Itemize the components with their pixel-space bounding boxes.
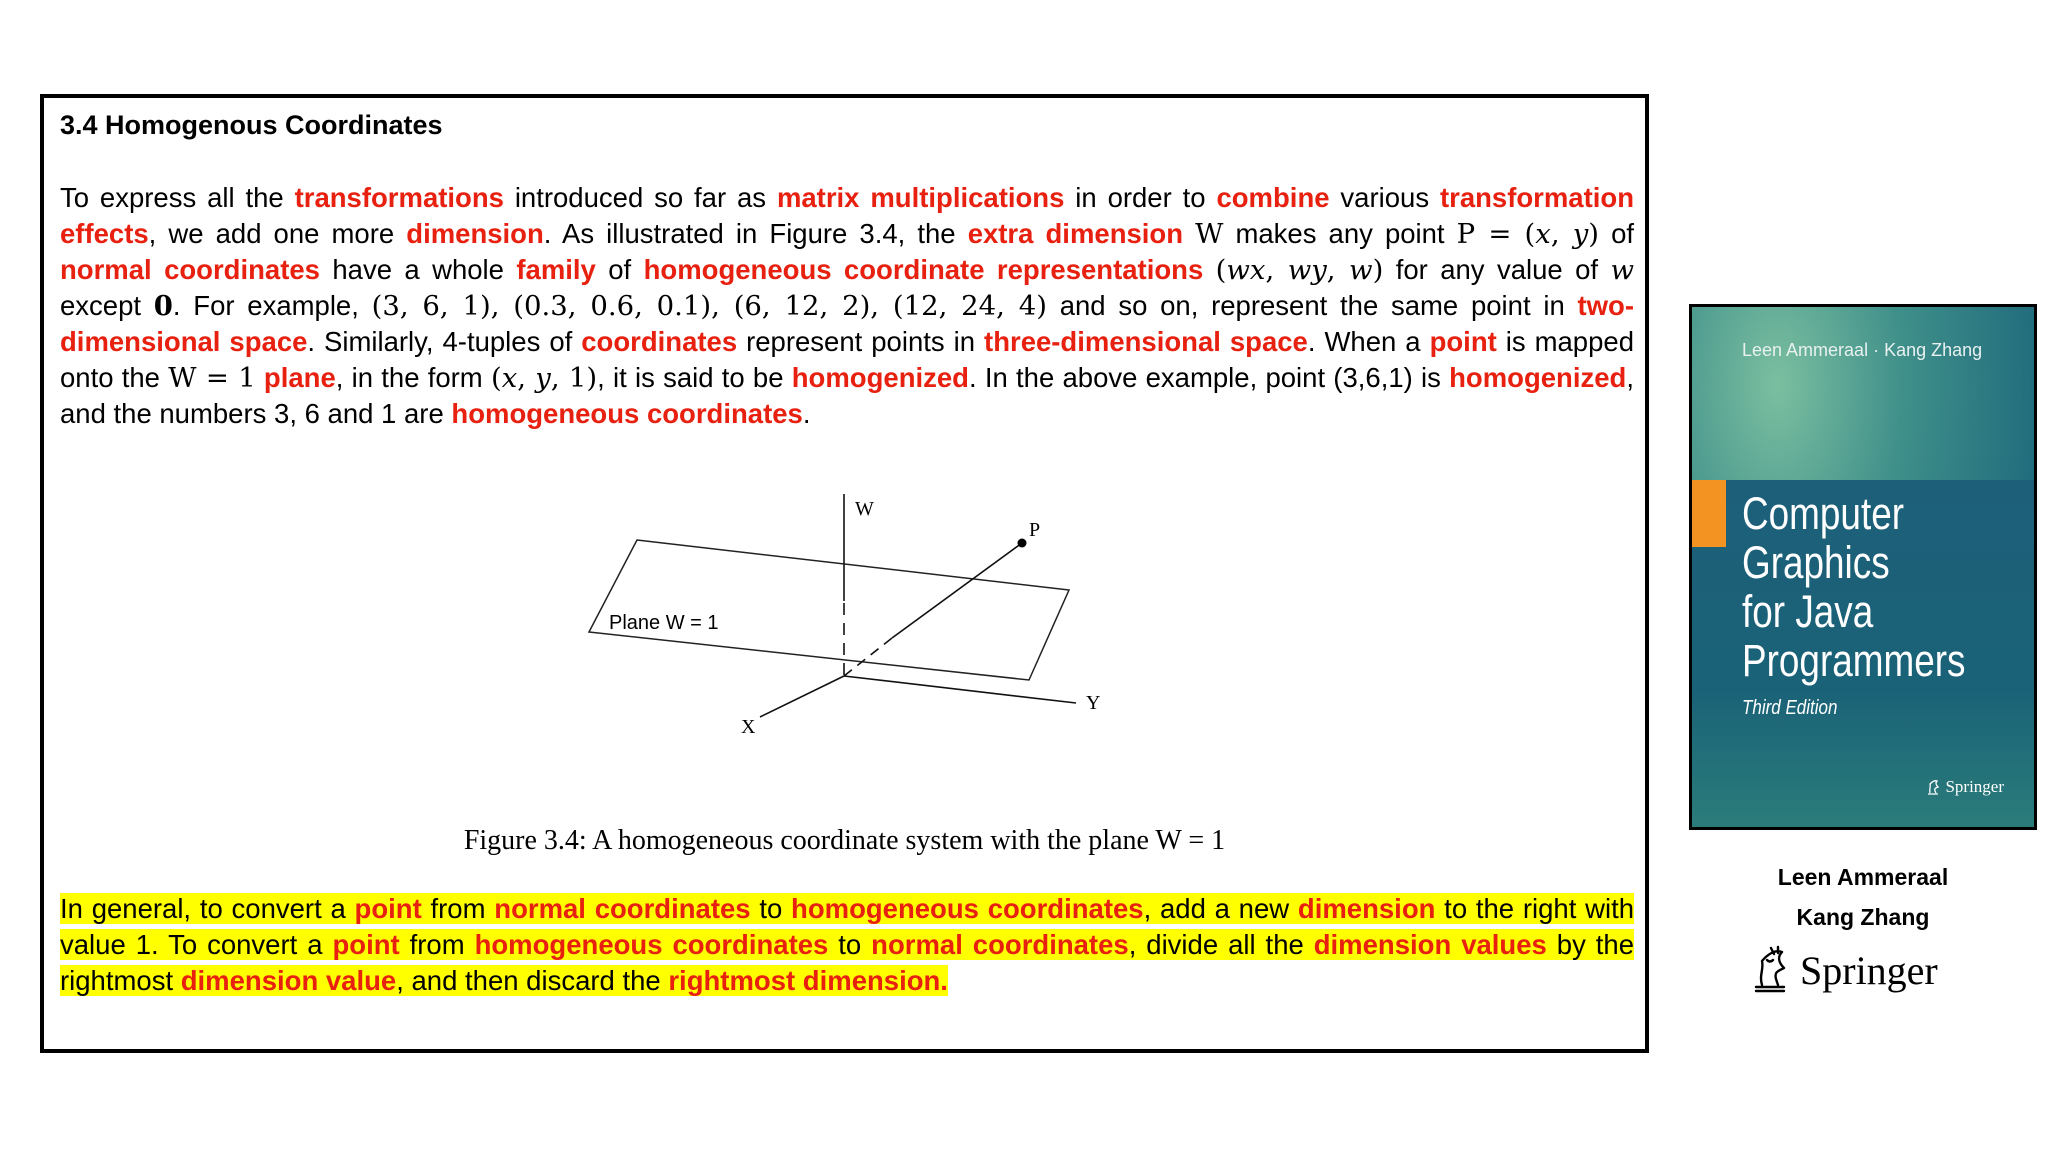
- text-run: various: [1329, 182, 1440, 213]
- text-run: , and then discard the: [396, 965, 669, 996]
- keyword-term: transformation effects: [60, 182, 1634, 249]
- keyword-term: normal coordinates: [494, 893, 751, 924]
- cover-publisher: [1925, 777, 2004, 797]
- author-name-1: Leen Ammeraal: [1777, 864, 1949, 890]
- cover-title-line: Graphics: [1742, 537, 1890, 588]
- label-plane: Plane W = 1: [609, 612, 719, 634]
- math-variable: w: [1349, 254, 1373, 286]
- math-variable: y: [1572, 218, 1589, 250]
- keyword-term: two-dimensional space: [60, 290, 1634, 357]
- section-title: 3.4 Homogenous Coordinates: [60, 110, 443, 140]
- text-run: , we add one more: [148, 218, 407, 249]
- keyword-term: extra dimension: [967, 218, 1184, 249]
- keyword-term: point: [1429, 326, 1497, 357]
- text-run: represent points in: [737, 326, 985, 357]
- label-y: Y: [1086, 692, 1101, 714]
- text-run: of: [1599, 218, 1635, 249]
- text-run: and so on, represent the same point in: [1046, 290, 1578, 321]
- math-expression: , 1): [550, 362, 598, 394]
- math-variable: x: [1535, 218, 1551, 250]
- keyword-term: point: [332, 929, 400, 960]
- keyword-term: homogeneous coordinates: [474, 929, 829, 960]
- keyword-term: dimension: [1297, 893, 1436, 924]
- math-variable: y: [535, 362, 551, 394]
- math-expression: ,: [517, 362, 536, 394]
- highlighted-summary: [60, 893, 1634, 996]
- math-expression: P = (: [1456, 218, 1536, 250]
- math-expression: W = 1: [168, 362, 256, 394]
- text-run: In general, to convert a: [60, 893, 355, 924]
- springer-horse-icon: [1925, 778, 1941, 796]
- cover-title-line: Computer: [1742, 488, 1905, 539]
- text-run: [1183, 218, 1195, 249]
- keyword-term: homogeneous coordinates: [791, 893, 1144, 924]
- keyword-term: normal coordinates: [60, 254, 320, 285]
- math-expression: ,: [1550, 218, 1573, 250]
- summary-paragraph: [60, 891, 1634, 999]
- text-run: to: [828, 929, 872, 960]
- text-run: from: [421, 893, 495, 924]
- text-run: [1203, 254, 1215, 285]
- keyword-term: homogeneous coordinate representations: [643, 254, 1204, 285]
- math-expression: (3, 6, 1), (0.3, 0.6, 0.1), (6, 12, 2), (12, 24, 4): [371, 290, 1047, 322]
- text-run: from: [399, 929, 475, 960]
- keyword-term: rightmost dimension.: [668, 965, 948, 996]
- text-run: makes any point: [1223, 218, 1457, 249]
- keyword-term: homogeneous coordinates: [451, 398, 803, 429]
- text-run: . As illustrated in Figure 3.4, the: [543, 218, 968, 249]
- cover-publisher-name: Springer: [1945, 777, 2004, 796]
- keyword-term: coordinates: [581, 326, 738, 357]
- text-run: to: [750, 893, 792, 924]
- cover-orange-accent: [1692, 480, 1726, 547]
- keyword-term: three-dimensional space: [984, 326, 1308, 357]
- keyword-term: transformations: [294, 182, 504, 213]
- projection-line: [892, 543, 1022, 638]
- text-run: , divide all the: [1128, 929, 1314, 960]
- author-name-2: Kang Zhang: [1796, 904, 1930, 930]
- homogeneous-coordinate-figure: [524, 468, 1144, 793]
- math-zero: 0: [153, 290, 173, 322]
- text-run: . For example,: [172, 290, 372, 321]
- math-expression: ): [1588, 218, 1600, 250]
- text-run: , and the numbers 3, 6 and 1 are: [60, 362, 1634, 429]
- keyword-term: family: [516, 254, 596, 285]
- text-run: of: [595, 254, 644, 285]
- intro-paragraph: [60, 180, 1634, 432]
- springer-logo: [1750, 945, 1938, 995]
- cover-title-line: Programmers: [1742, 635, 1966, 686]
- text-run: except: [60, 290, 154, 321]
- projection-line-dashed: [844, 638, 892, 676]
- keyword-term: dimension values: [1313, 929, 1547, 960]
- math-variable: wx: [1226, 254, 1266, 286]
- springer-horse-icon: [1750, 945, 1792, 995]
- math-expression: (: [490, 362, 502, 394]
- keyword-term: plane: [263, 362, 336, 393]
- text-run: for any value of: [1383, 254, 1611, 285]
- text-run: , add a new: [1143, 893, 1298, 924]
- keyword-term: homogenized: [1449, 362, 1627, 393]
- text-run: to the right with value 1. To convert a: [60, 893, 1635, 960]
- text-run: . Similarly, 4-tuples of: [307, 326, 582, 357]
- keyword-term: homogenized: [791, 362, 969, 393]
- text-run: . When a: [1307, 326, 1430, 357]
- label-p: P: [1029, 519, 1041, 541]
- x-axis-line: [760, 676, 844, 717]
- math-expression: ): [1372, 254, 1384, 286]
- text-run: is mapped onto the: [60, 326, 1634, 393]
- keyword-term: point: [354, 893, 422, 924]
- label-x: X: [741, 716, 756, 738]
- math-expression: ,: [1265, 254, 1288, 286]
- text-run: . In the above example, point (3,6,1) is: [968, 362, 1450, 393]
- text-run: , it is said to be: [597, 362, 792, 393]
- cover-title-line: for Java: [1742, 586, 1874, 637]
- cover-title: [1742, 489, 2037, 685]
- cover-authors: Leen Ammeraal · Kang Zhang: [1742, 340, 1983, 360]
- text-run: To express all the: [60, 182, 295, 213]
- text-run: in order to: [1064, 182, 1217, 213]
- math-variable: w: [1610, 254, 1634, 286]
- text-run: , in the form: [335, 362, 491, 393]
- math-expression: (: [1215, 254, 1227, 286]
- math-expression: ,: [1326, 254, 1350, 286]
- text-run: .: [802, 398, 811, 429]
- math-variable: x: [501, 362, 518, 394]
- text-run: have a whole: [319, 254, 517, 285]
- y-axis-line: [844, 676, 1076, 703]
- keyword-term: dimension value: [180, 965, 397, 996]
- keyword-term: dimension: [406, 218, 544, 249]
- keyword-term: normal coordinates: [871, 929, 1129, 960]
- slide-content-box: [40, 94, 1649, 1053]
- springer-wordmark: Springer: [1800, 947, 1938, 993]
- label-w: W: [855, 498, 874, 520]
- cover-edition: Third Edition: [1742, 697, 1838, 719]
- math-expression: W: [1195, 218, 1224, 250]
- figure-caption: Figure 3.4: A homogeneous coordinate system with the plane W = 1: [463, 825, 1226, 856]
- keyword-term: combine: [1216, 182, 1330, 213]
- keyword-term: matrix multiplications: [776, 182, 1065, 213]
- math-variable: wy: [1287, 254, 1327, 286]
- text-run: by the rightmost: [60, 929, 1635, 996]
- point-p-dot: [1018, 539, 1027, 548]
- text-run: introduced so far as: [503, 182, 777, 213]
- book-cover: [1689, 304, 2037, 830]
- text-run: [256, 362, 264, 393]
